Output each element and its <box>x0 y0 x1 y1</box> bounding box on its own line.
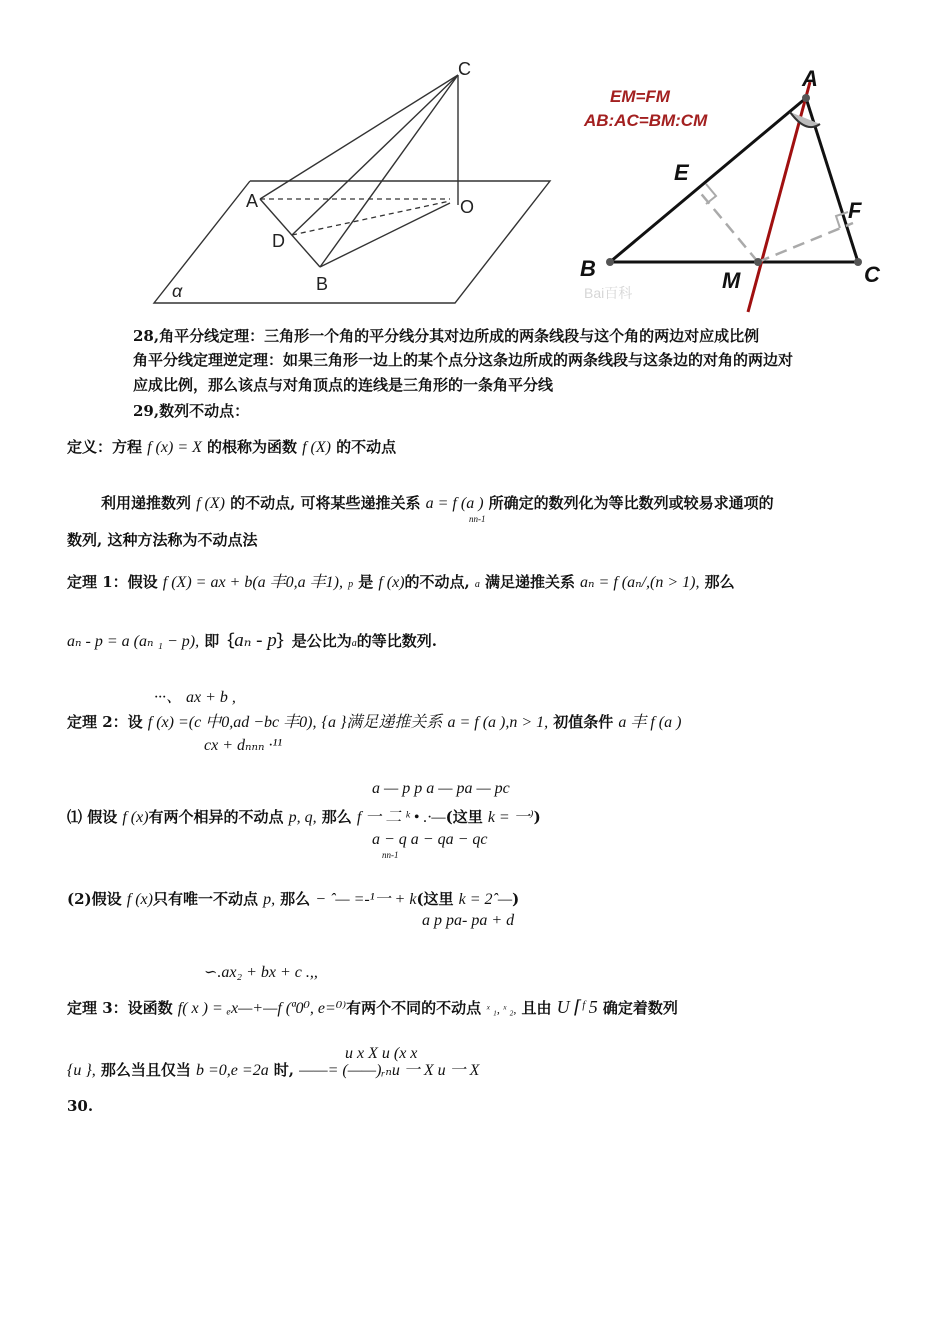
definition-line <box>67 436 396 457</box>
theorem1-text: 那么 <box>704 573 735 591</box>
method-text: 所确定的数列化为等比数列或较易求通项的 <box>488 494 774 512</box>
theorem1-recurrence: aₙ = f (aₙ/,(n > 1), <box>580 574 700 591</box>
case1-fragment: f 一 二 ᵏ • .·— <box>356 809 446 826</box>
case1-label: ⑴ 假设 <box>67 808 118 826</box>
theorem1-ratio: a <box>351 638 357 649</box>
theorem1-text: 的不动点, <box>404 573 470 591</box>
theorem1-seq: aₙ - p <box>234 630 277 651</box>
item29-title: 29,数列不动点： <box>133 402 250 420</box>
theorem3-text: 有两个不同的不动点 <box>346 999 482 1017</box>
definition-label: 定义：方程 <box>67 438 143 456</box>
case2-text: ) <box>512 890 520 908</box>
theorem2-fx: f (x) =(c 中0,ad −bc 丰0), <box>147 714 317 731</box>
label-a: A <box>246 191 259 211</box>
theorem3-line2-top: u x X u (x x <box>345 1045 418 1062</box>
theorem3-seq: {u }, <box>67 1062 96 1079</box>
theorem3-fx: f( x ) = ₑx—+—f (ª0⁰, e=⁰⁾ <box>177 1000 347 1017</box>
method-text: 利用递推数列 <box>101 494 192 512</box>
theorem2-seq: {a }满足递推关系 <box>321 714 443 731</box>
theorem3-top: ∽.ax₂ + bx + c .,, <box>204 964 318 981</box>
label-m: M <box>722 268 741 293</box>
theorem1-an: a <box>474 579 480 590</box>
case2-text: 那么 <box>280 890 311 908</box>
method-line1 <box>101 492 774 513</box>
theorem3-fraction: ——= <box>299 1062 343 1079</box>
label-b: B <box>316 274 329 294</box>
theorem3-points: ˣ ₁, ˣ ₂, <box>486 1002 517 1016</box>
case2-line <box>67 886 519 909</box>
case2-text: 假设 <box>91 890 122 908</box>
theorem1-line1 <box>67 569 735 592</box>
theorem2-text: 设 <box>127 713 143 731</box>
theorem3-expression: (——)ᵣₙu 一 X u 一 X <box>342 1062 480 1079</box>
theorem1-text: 是 <box>358 573 374 591</box>
label-d: D <box>272 231 285 251</box>
theorem3-condition: b =0,e =2a <box>196 1062 269 1079</box>
label-e: E <box>674 160 689 185</box>
case2-text: 只有唯一不动点 <box>152 890 258 908</box>
case2-bottom: a p pa- pa + d <box>422 912 515 929</box>
theorem1-fx2: f (x) <box>378 574 405 591</box>
item28-line1: 28,角平分线定理：三角形一个角的平分线分其对边所成的两条线段与这个角的两边对应成比例 <box>133 327 760 345</box>
formula-em-fm: EM=FM <box>610 87 670 106</box>
case1-k: k = 一⁾ <box>487 809 534 826</box>
definition-mid: 的根称为函数 <box>206 438 297 456</box>
method-fx: f (X) <box>196 495 225 512</box>
theorem1-fx: f (X) = ax + b(a 丰0,a 丰1), <box>162 574 344 591</box>
item28-line3: 应成比例，那么该点与对角顶点的连线是三角形的一条角平分线 <box>133 376 554 394</box>
theorem2-label: 定理 2： <box>67 713 128 731</box>
theorem3-label: 定理 3： <box>67 999 128 1017</box>
case1-text: (这里 <box>445 808 483 826</box>
theorem1-line2 <box>67 629 437 652</box>
case1-text: 有两个相异的不动点 <box>148 808 284 826</box>
theorem2-bottom: cx + dₙₙₙ ·¹¹ <box>204 737 283 754</box>
theorem1-text: 的等比数列. <box>356 632 437 650</box>
method-text: 的不动点, 可将某些递推关系 <box>230 494 421 512</box>
case2-fx: f (x) <box>126 891 153 908</box>
theorem3-line2 <box>67 1057 479 1080</box>
label-f: F <box>848 198 862 223</box>
item30-label: 30. <box>67 1097 94 1115</box>
method-line2: 数列, 这种方法称为不动点法 <box>67 531 258 549</box>
method-subscript: nn-1 <box>469 514 486 524</box>
theorem3-text: 那么当且仅当 <box>100 1061 191 1079</box>
case1-text: ) <box>533 808 541 826</box>
definition-eq: f (x) = X <box>147 439 202 456</box>
case2-text: (这里 <box>416 890 454 908</box>
theorem3-u: U ⌈ᶠ 5 <box>556 997 598 1017</box>
theorem1-label: 定理 1： <box>67 573 128 591</box>
method-relation: a = f (a ) <box>425 495 484 512</box>
theorem1-eq: aₙ - p = a (aₙ ₁ − p), <box>67 633 200 650</box>
theorem2-line <box>67 709 681 732</box>
theorem3-text: 设函数 <box>127 999 173 1017</box>
case2-fragment: − ˆ— =-¹一 + k <box>315 891 417 908</box>
case2-label: (2) <box>67 890 92 908</box>
case1-top: a — p p a — pa — pc <box>372 780 510 797</box>
theorem1-text: 满足递推关系 <box>484 573 575 591</box>
theorem3-text: 且由 <box>521 999 552 1017</box>
theorem1-text: 假设 <box>127 573 158 591</box>
theorem2-recurrence: a = f (a ),n > 1, <box>447 714 549 731</box>
theorem3-text: 时, <box>273 1061 295 1079</box>
case2-p: p, <box>263 891 276 908</box>
item28-line2: 角平分线定理逆定理：如果三角形一边上的某个点分这条边所成的两条线段与这条边的对角的两边对 <box>133 351 794 369</box>
theorem3-text: 确定着数列 <box>602 999 678 1017</box>
figure-angle-bisector <box>570 60 900 315</box>
label-a: A <box>802 66 818 91</box>
case2-k: k = 2ˆ— <box>458 891 513 908</box>
theorem3-line1 <box>67 997 678 1018</box>
formula-ratio: AB:AC=BM:CM <box>584 111 708 130</box>
label-c: C <box>864 262 880 287</box>
theorem2-initial: a 丰 f (a ) <box>618 714 682 731</box>
label-alpha: α <box>172 281 183 301</box>
theorem2-text: 初值条件 <box>553 713 614 731</box>
label-c: C <box>458 59 471 79</box>
case1-subscript: nn-1 <box>382 850 399 860</box>
definition-end: 的不动点 <box>336 438 397 456</box>
theorem1-text: ｝是公比为 <box>276 632 352 650</box>
case1-bottom: a − q a − qa − qc <box>372 831 488 848</box>
theorem2-top: ···、 ax + b , <box>154 689 236 706</box>
theorem1-p: p <box>348 579 354 590</box>
label-o: O <box>460 197 475 217</box>
definition-fx: f (X) <box>302 439 331 456</box>
case1-fx: f (x) <box>122 809 149 826</box>
case1-pq: p, q, <box>288 809 317 826</box>
theorem1-text: 即｛ <box>204 632 235 650</box>
label-b: B <box>580 256 596 281</box>
figure-pyramid-plane <box>150 55 560 310</box>
case1-text: 那么 <box>321 808 352 826</box>
case1-line <box>67 804 541 827</box>
watermark: Bai百科 <box>584 285 633 301</box>
